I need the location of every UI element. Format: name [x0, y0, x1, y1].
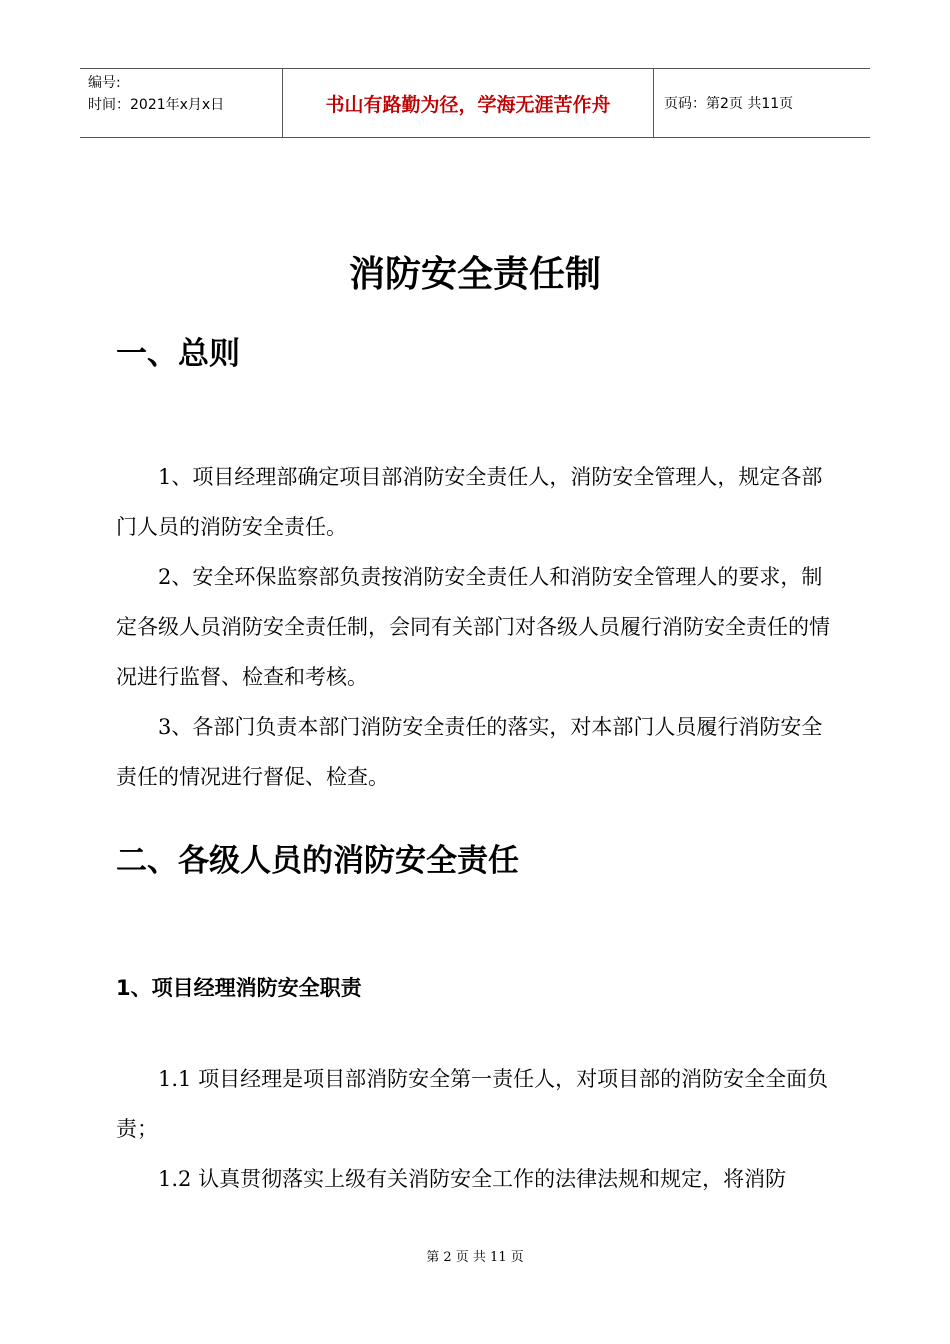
motto-text: 书山有路勤为径，学海无涯苦作舟: [325, 93, 611, 116]
paragraph-3: 3、各部门负责本部门消防安全责任的落实，对本部门人员履行消防安全责任的情况进行督促、检查。: [116, 715, 823, 789]
paragraph-5: 1.2 认真贯彻落实上级有关消防安全工作的法律法规和规定，将消防: [158, 1167, 787, 1191]
page-footer: 第 2 页 共 11 页: [426, 1250, 524, 1265]
paragraph-4: 1.1 项目经理是项目部消防安全第一责任人，对项目部的消防安全全面负责；: [116, 1067, 829, 1141]
document-title: 消防安全责任制: [348, 254, 601, 295]
subsection-heading-manager: 1、项目经理消防安全职责: [116, 976, 362, 1000]
section-heading-general: 一、总则: [116, 336, 240, 372]
header-motto-cell: [282, 69, 654, 137]
paragraph-2: 2、安全环保监察部负责按消防安全责任人和消防安全管理人的要求，制定各级人员消防安全责任制，会同有关部门对各级人员履行消防安全责任的情况进行监督、检查和考核。: [116, 565, 830, 689]
paragraph-1: 1、项目经理部确定项目部消防安全责任人，消防安全管理人，规定各部门人员的消防安全责任。: [116, 465, 823, 539]
page-header: [80, 68, 870, 138]
header-left-cell: [80, 69, 282, 137]
header-page-cell: [654, 69, 870, 137]
section-heading-responsibilities: 二、各级人员的消防安全责任: [116, 843, 519, 879]
time-label: 时间：2021年x月x日: [88, 97, 225, 113]
page-info: 页码：第2页 共11页: [664, 96, 794, 112]
number-label: 编号:: [88, 75, 121, 91]
